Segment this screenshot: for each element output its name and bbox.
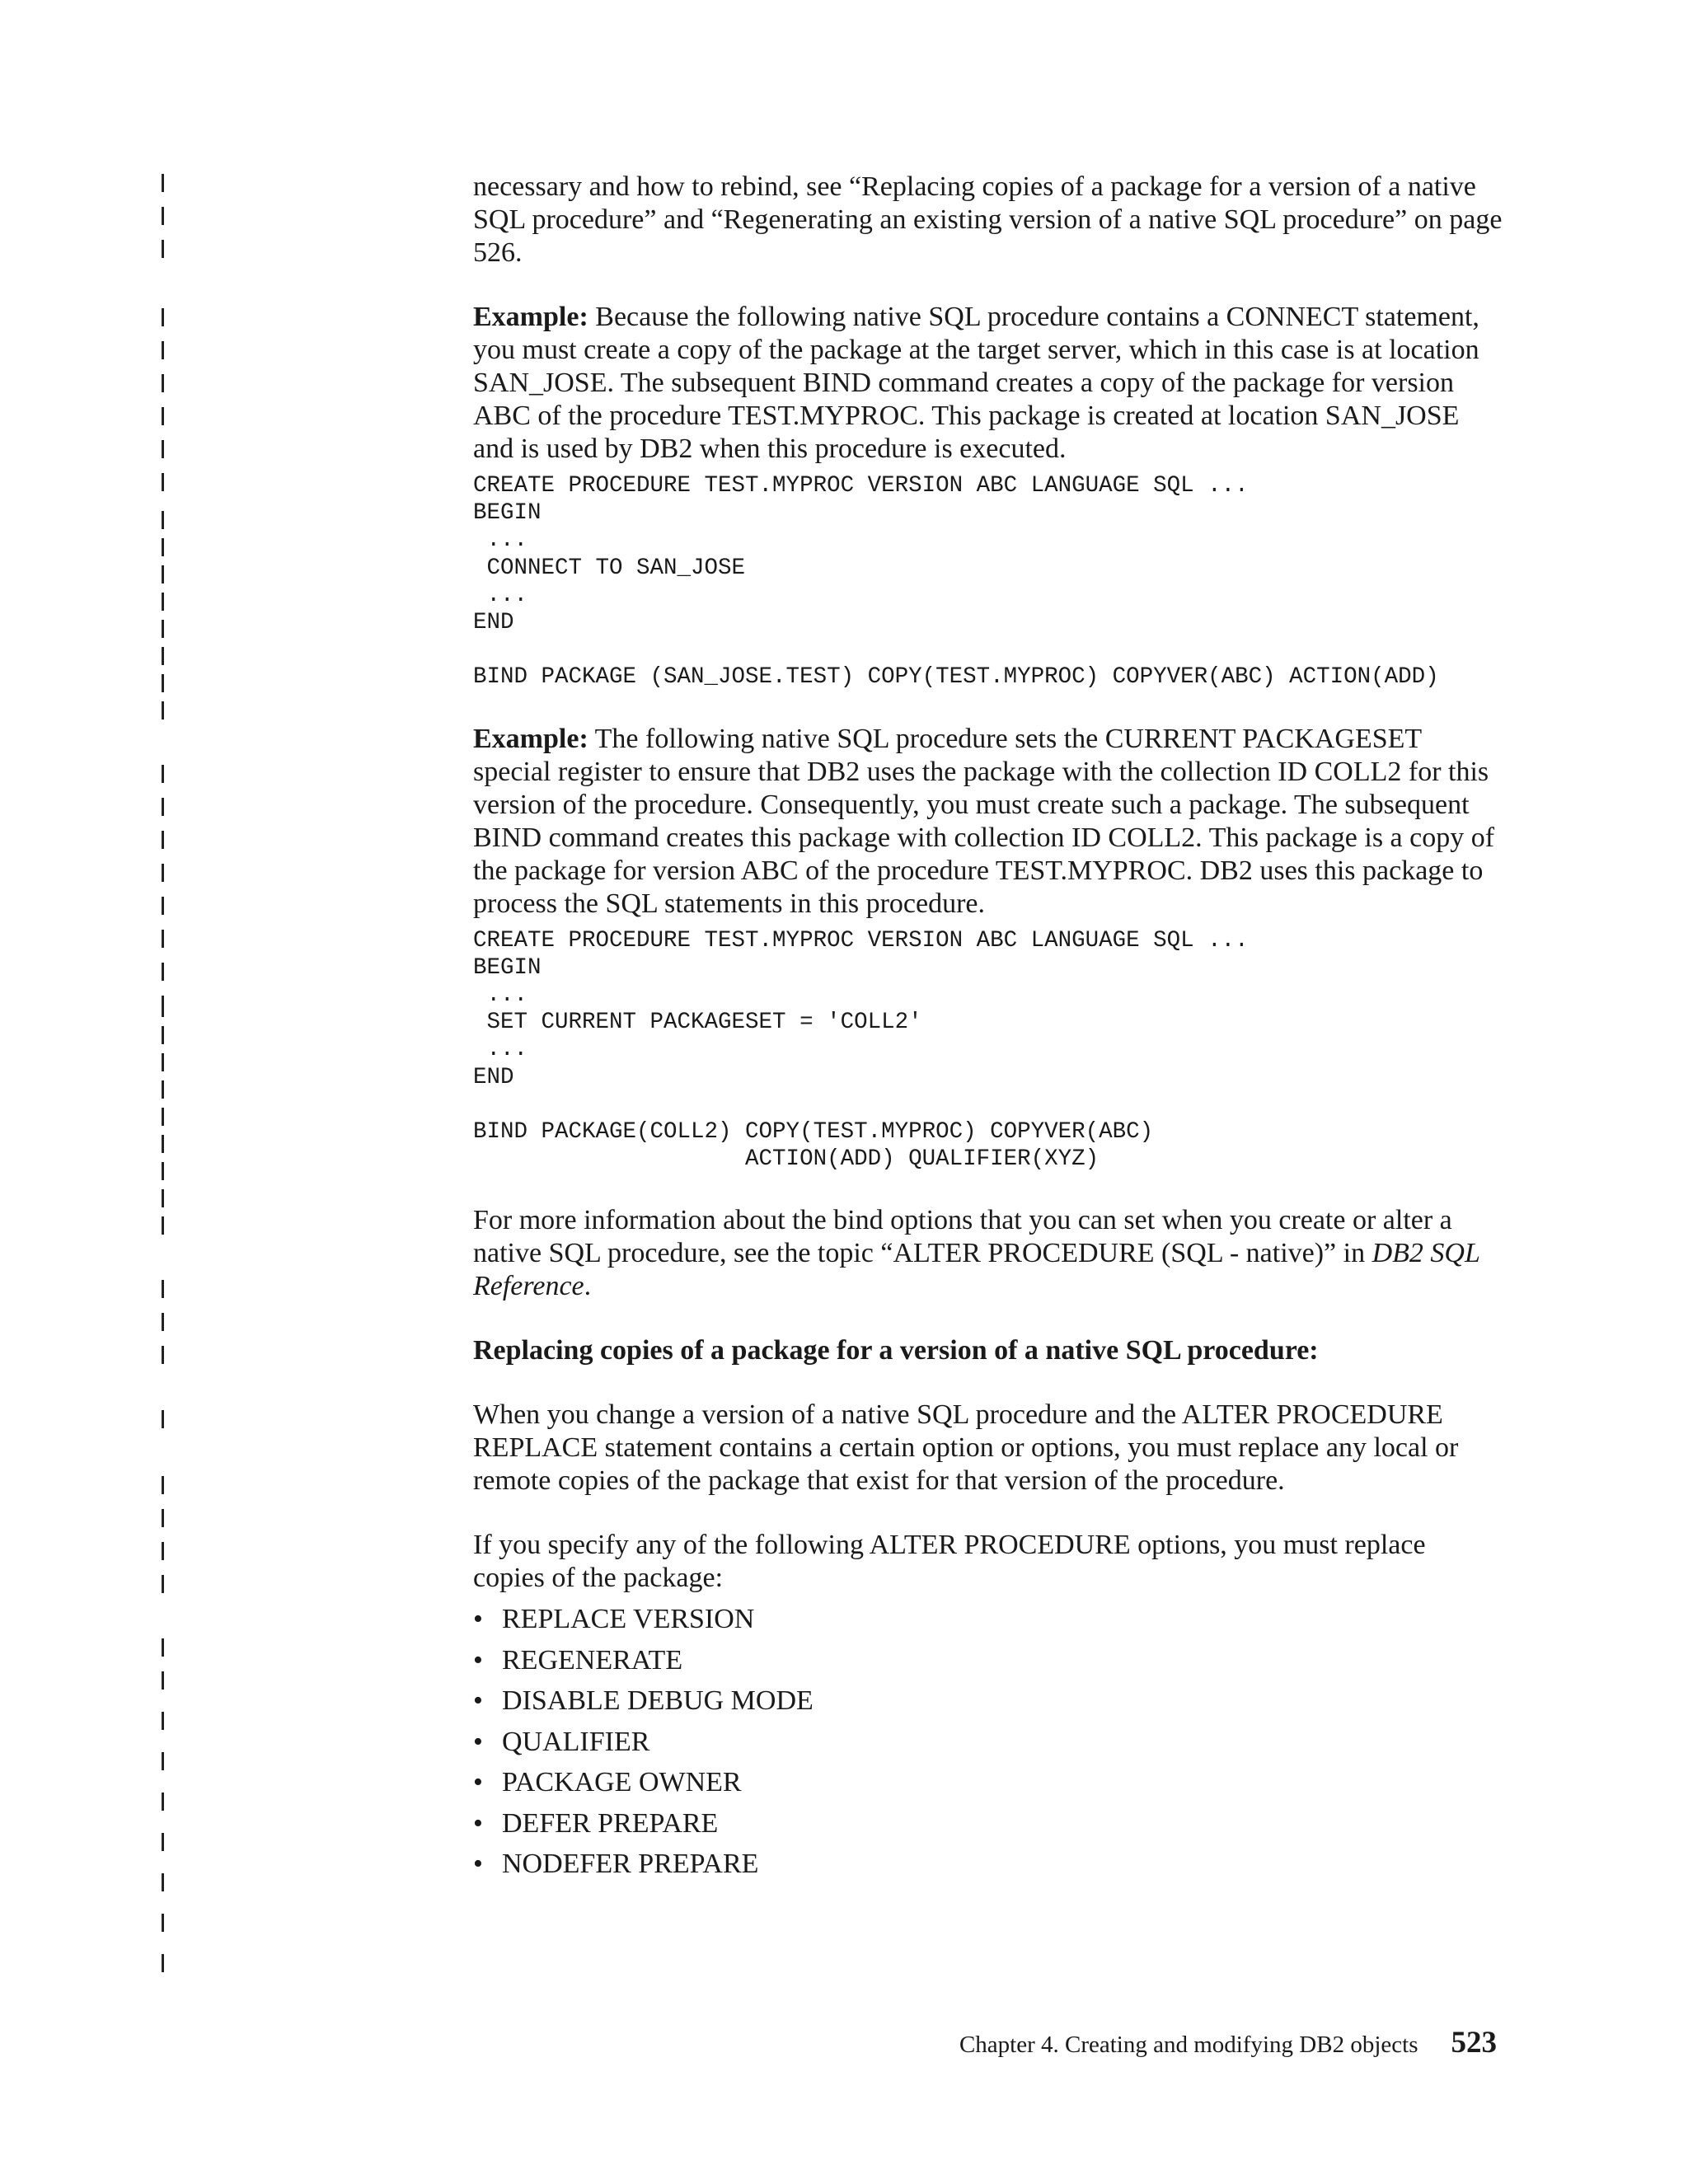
change-bar xyxy=(162,407,164,425)
list-item xyxy=(473,1722,1503,1763)
change-bar xyxy=(162,897,164,915)
intro-paragraph: necessary and how to rebind, see “Replacing copies of a package for a version of a native SQL procedure” and “Regenerating an existing version of a native SQL procedure” on page 526. xyxy=(473,171,1503,268)
change-bar xyxy=(162,511,164,529)
change-bar xyxy=(162,1189,164,1207)
book-reference: DB2 SQL Reference xyxy=(473,1238,1480,1302)
change-bar xyxy=(162,1752,164,1770)
change-bar xyxy=(162,1509,164,1527)
list-item-text: REPLACE VERSION xyxy=(502,1604,755,1635)
change-bar xyxy=(162,1162,164,1180)
page-number: 523 xyxy=(1451,2026,1497,2060)
change-bar xyxy=(162,1026,164,1044)
change-bar xyxy=(162,1108,164,1126)
more-info-paragraph xyxy=(473,1204,1503,1303)
example-2-code: CREATE PROCEDURE TEST.MYPROC VERSION ABC LANGUAGE SQL ... BEGIN ... SET CURRENT PACKAGESET = 'COLL2' ... END BIND PACKAGE(COLL2) COPY(TEST.MYPROC) COPYVER(ABC) ACTION(ADD) QUALIFIER(XYZ) xyxy=(473,927,1249,1173)
list-item xyxy=(473,1803,1503,1844)
change-bar xyxy=(162,701,164,719)
change-bar xyxy=(162,674,164,692)
change-bar xyxy=(162,1346,164,1364)
change-bar xyxy=(162,308,164,326)
more-info-text: For more information about the bind options that you can set when you create or alter a native SQL procedure, see the topic “ALTER PROCEDURE (SQL - native)” in xyxy=(473,1205,1452,1269)
change-bar xyxy=(162,999,164,1017)
list-item xyxy=(473,1844,1503,1885)
change-bar xyxy=(162,647,164,665)
bullet: • xyxy=(473,1685,483,1717)
change-bar xyxy=(162,831,164,849)
change-bar xyxy=(162,1053,164,1071)
bullet: • xyxy=(473,1726,483,1757)
change-bar xyxy=(162,930,164,948)
change-bar xyxy=(162,1216,164,1235)
change-bar xyxy=(162,341,164,359)
change-bar xyxy=(162,1135,164,1153)
replace-paragraph: When you change a version of a native SQL procedure and the ALTER PROCEDURE REPLACE statement contains a certain option or options, you must replace any local or remote copies of the package that exist for that version of the procedure. xyxy=(473,1399,1459,1497)
list-item-text: DEFER PREPARE xyxy=(502,1807,719,1839)
list-item xyxy=(473,1762,1503,1803)
change-bar xyxy=(162,1313,164,1331)
change-bar xyxy=(162,1638,164,1657)
list-item xyxy=(473,1680,1503,1722)
change-bar xyxy=(162,1575,164,1593)
example-2-paragraph xyxy=(473,723,1503,921)
change-bar-column xyxy=(162,0,171,2184)
change-bar xyxy=(162,798,164,816)
change-bar xyxy=(162,473,164,491)
change-bar xyxy=(162,593,164,611)
change-bar xyxy=(162,1873,164,1891)
list-item-text: QUALIFIER xyxy=(502,1726,650,1757)
change-bar xyxy=(162,1280,164,1298)
change-bar xyxy=(162,1833,164,1851)
options-list xyxy=(473,1599,1503,1885)
footer-chapter: Chapter 4. Creating and modifying DB2 objects xyxy=(959,2032,1418,2058)
bullet: • xyxy=(473,1604,483,1635)
list-item-text: DISABLE DEBUG MODE xyxy=(502,1685,814,1717)
change-bar xyxy=(162,374,164,392)
change-bar xyxy=(162,207,164,225)
change-bar xyxy=(162,440,164,458)
change-bar xyxy=(162,565,164,583)
bullet: • xyxy=(473,1807,483,1839)
options-paragraph: If you specify any of the following ALTER PROCEDURE options, you must replace copies of the package: xyxy=(473,1530,1426,1594)
bullet: • xyxy=(473,1767,483,1798)
page-content xyxy=(473,171,1503,1885)
more-info-end: . xyxy=(584,1271,592,1302)
change-bar xyxy=(162,538,164,556)
change-bar xyxy=(162,1080,164,1099)
list-item xyxy=(473,1599,1503,1640)
change-bar xyxy=(162,620,164,638)
example-1-text: Because the following native SQL procedure contains a CONNECT statement, you must create a copy of the package at the target server, which in this case is at location SAN_JOSE. The subsequent BIND command creates a copy of the package for version ABC of the procedure TEST.MYPROC. This package is created at location SAN_JOSE and is used by DB2 when this procedure is executed. xyxy=(473,302,1479,464)
example-label: Example: xyxy=(473,723,588,754)
example-label: Example: xyxy=(473,302,588,332)
page-footer xyxy=(959,2025,1497,2060)
bullet: • xyxy=(473,1849,483,1880)
change-bar xyxy=(162,174,164,192)
change-bar xyxy=(162,1914,164,1932)
change-bar xyxy=(162,1410,164,1428)
example-2-text: The following native SQL procedure sets the CURRENT PACKAGESET special register to ensure that DB2 uses the package with the collection ID COLL2 for this version of the procedure. Consequently, you must create such a package. The subsequent BIND command creates this package with collection ID COLL2. This package is a copy of the package for version ABC of the procedure TEST.MYPROC. DB2 uses this package to process the SQL statements in this procedure. xyxy=(473,723,1495,919)
change-bar xyxy=(162,1671,164,1690)
change-bar xyxy=(162,1476,164,1494)
bullet: • xyxy=(473,1644,483,1675)
list-item-text: PACKAGE OWNER xyxy=(502,1767,742,1798)
list-item-text: REGENERATE xyxy=(502,1644,683,1675)
example-1-code: CREATE PROCEDURE TEST.MYPROC VERSION ABC LANGUAGE SQL ... BEGIN ... CONNECT TO SAN_JOSE ... END BIND PACKAGE (SAN_JOSE.TEST) COPY(TEST.MYPROC) COPYVER(ABC) ACTION(ADD) xyxy=(473,473,1439,691)
list-item xyxy=(473,1640,1503,1681)
change-bar xyxy=(162,1542,164,1560)
change-bar xyxy=(162,1712,164,1730)
change-bar xyxy=(162,1793,164,1811)
example-1-paragraph xyxy=(473,301,1503,466)
list-item-text: NODEFER PREPARE xyxy=(502,1849,759,1880)
change-bar xyxy=(162,963,164,981)
change-bar xyxy=(162,765,164,783)
change-bar xyxy=(162,240,164,258)
section-heading: Replacing copies of a package for a version of a native SQL procedure: xyxy=(473,1335,1319,1366)
change-bar xyxy=(162,1954,164,1972)
change-bar xyxy=(162,864,164,882)
